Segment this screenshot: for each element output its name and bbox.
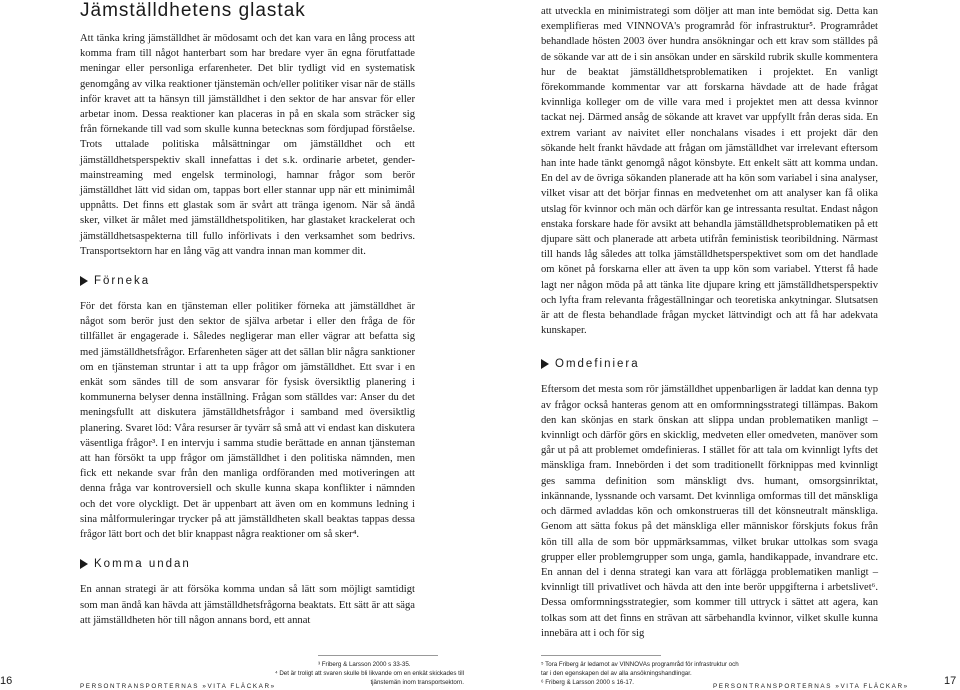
omdefiniera-paragraph: Eftersom det mesta som rör jämställdhet uppenbarligen är laddat kan denna typ av frågor också hanteras genom att en omformningsstrategi tillämpas. Bakom den kan skönjas en stark önskan att slippa undan problematiken manligt – kvinnligt och därför görs en skicklig, medveten eller omedveten, manöver som går ut på att problemet omdefinieras. I stället för att tala om kvinnligt lyfts det mänskliga fram. Innebörden i det som traditionellt förknippas med kvinnligt ges samma definition som mänskligt dvs. humant, omsorgsinriktat, inkännande, lyssnande och varsamt. Det kvinnliga omformas till det mänskliga och därmed avladdas kön och omkonstrueras till det könsneutralt mänskliga. Genom att sätta fokus på det mänskliga eller människor förskjuts fokus från kön till alla de som bör uppmärksammas, vilket brukar uttolkas som svaga grupper eller problemgrupper som unga, gamla, handikappade, invandrare etc. En annan del i denna strategi kan vara att förlägga problematiken manligt – kvinnligt till privatlivet och hävda att den inte berör uppgifterna i arbetslivet⁶. Dessa omformningsstrategier, som kommer till uttryck i sättet att agera, kan tolkas som att det finns en strävan att särbehandla kvinnor, vilket skulle kunna innebära att i och för sig xyxy=(541,384,878,639)
footnote-5: ⁵ Tora Friberg är ledamot av VINNOVAs programråd för infrastruktur och tar i den egenskapen del av alla ansökningshandlingar. xyxy=(541,661,739,677)
section-heading-komma-undan xyxy=(80,556,415,572)
footnote-6: ⁶ Friberg & Larsson 2000 s 16-17. xyxy=(541,679,635,686)
section-heading-label: Komma undan xyxy=(94,558,191,571)
continuation-paragraph: att utveckla en minimistrategi som döljer att man inte bemödat sig. Detta kan exemplifieras med VINNOVA's programråd för infrastruktur⁵. Programrådet behandlade hösten 2003 över hundra ansökningar och ett krav som ställdes på de sökande var att de i sin ansökan under en särskild rubrik skulle kommentera hur de beaktat jämställdhetsproblematiken i projektet. En vanligt förekommande kommentar var att forskarna hävdade att de hade frågat kvinnliga kolleger om de ville vara med i projektet men att dessa kvinnor tackat nej. Därmed ansåg de sökande att kravet var uppfyllt från deras sida. En extrem variant av naivitet eller nonchalans visades i ett projekt där den sökande helt frankt hävdade att frågan om jämställdhet var irrelevant eftersom han inte hade tänkt genomgå något könsbyte. Ett enkelt sätt att komma undan. En del av de övriga sökanden planerade att ha kön som variabel i sina analyser, vilket visar att det börjar finnas en medvetenhet om att analyser kan få olika utslag för kvinnor och män och därför kan ge intressanta resultat. Endast någon enstaka forskare hade för avsikt att behandla jämställdhetsproblematiken på ett djupare sätt och planerade att arbeta utifrån feministisk teoribildning. Närmast till hands låg således att tolka jämställdhetsperspektivet som om det handlade om könet på forskarna eller att även ta upp kön som variabel. Ytterst få hade lagt ner någon möda på att tänka lite djupare kring ett jämställdhetsperspektiv och lyfta fram relevanta frågeställningar och teoretiska ankytningar. Slutsatsen är att de flesta behandlade frågan mycket lättvindigt och att få har adekvata kunskaper. xyxy=(541,6,878,337)
running-head-right: PERSONTRANSPORTERNAS »VITA FLÄCKAR» xyxy=(713,683,909,690)
footnote-4: ⁴ Det är troligt att svaren skulle bli likvande om en enkät skickades till tjänstemän inom transportsektorn. xyxy=(274,670,464,686)
section-heading-forneka xyxy=(80,273,415,289)
section-triangle-icon xyxy=(541,359,549,369)
section-heading-label: Förneka xyxy=(94,275,151,288)
komma-undan-paragraph: En annan strategi är att försöka komma undan så lätt som möjligt samtidigt som man ändå kan hävda att jämställdhetsfrågorna beaktats. Ett sätt är att säga att jämställdheten hör till någon annans bord, ett annat xyxy=(80,584,415,626)
page-number-right: 17 xyxy=(944,675,957,687)
forneka-paragraph: För det första kan en tjänsteman eller politiker förneka att jämställdhet är något som berör just den sektor de själva arbetar i eller den fråga de för tillfället är engagerade i. Således negligerar man eller vägrar att befatta sig med jämställdhetsfrågor. Erfarenheten säger att det sällan blir några sanktioner om en tjänsteman struntar i att ta upp frågor om jämställdhet. Ett svar i en enkät som sändes till de som ansvarar för fysisk översiktlig planering i kommunerna belyser denna inställning. Frågan som ställdes var: Anser du det meningsfullt att diskutera jämställdhetsfrågor i samband med översiktlig planering. Svaret löd: Våra resurser är tyvärr så små att vi endast kan diskutera väsentliga frågor³. I en intervju i samma studie berättade en annan tjänsteman att han försökt ta upp frågor om jämställdhet i den politiska nämnden, men fick ett nekande svar från den manliga ordföranden med motiveringen att denna fråga var kontroversiell och skulle kunna skapa konflikter i nämnden och det vore olyckligt. Det är uppenbart att även om en kommuns ledning i sina målformuleringar trycker på att jämställdheten skall beaktas tappas dessa frågor lätt bort och det blir knappast några reaktioner om så sker⁴. xyxy=(80,301,415,541)
page-number-left: 16 xyxy=(0,675,13,687)
section-triangle-icon xyxy=(80,559,88,569)
right-page-column xyxy=(541,0,878,641)
section-heading-label: Omdefiniera xyxy=(555,358,640,371)
intro-paragraph: Att tänka kring jämställdhet är mödosamt och det kan vara en lång process att komma fram till något hanterbart som har bredare vyer än egna förutfattade meningar eller personliga erfarenheter. Det blir tydligt vid en systematisk genomgång av vilka reaktioner tjänstemän och/eller politiker visar när de ställs inför kravet att ta hänsyn till jämställdhet i den sektor de har ansvar för eller arbetar inom. Dessa reaktioner kan placeras in på en skala som sträcker sig från förnekande till vad som skulle kunna betecknas som fördjupad förståelse. Trots uttalade politiska målsättningar om jämställdhet och ett jämställdhetsperspektiv skall innefattas i det s.k. ordinarie arbetet, gender-mainstreaming med engelsk terminologi, hamnar frågor som berör jämställdhet lätt vid sidan om, tappas bort eller stannar upp när ett minimimål uppnåtts. Det finns ett glastak som är svårt att tränga igenom. När så ändå sker, vilket är målet med jämställdhetspolitiken, har glastaket krackelerat och jämställdhetsaspekterna till fullo införlivats i den verksamhet som bedrivs. Transportsektorn har en lång väg att vandra innan man kommer dit. xyxy=(80,33,415,257)
section-triangle-icon xyxy=(80,276,88,286)
footnote-rule-left xyxy=(318,655,438,656)
section-heading-omdefiniera xyxy=(541,356,878,372)
footnote-rule-right xyxy=(541,655,661,656)
page-title: Jämställdhetens glastak xyxy=(80,0,306,21)
footnote-3: ³ Friberg & Larsson 2000 s 33-35. xyxy=(318,661,411,668)
running-head-left: PERSONTRANSPORTERNAS »VITA FLÄCKAR» xyxy=(80,683,276,690)
left-page-column xyxy=(80,0,415,628)
